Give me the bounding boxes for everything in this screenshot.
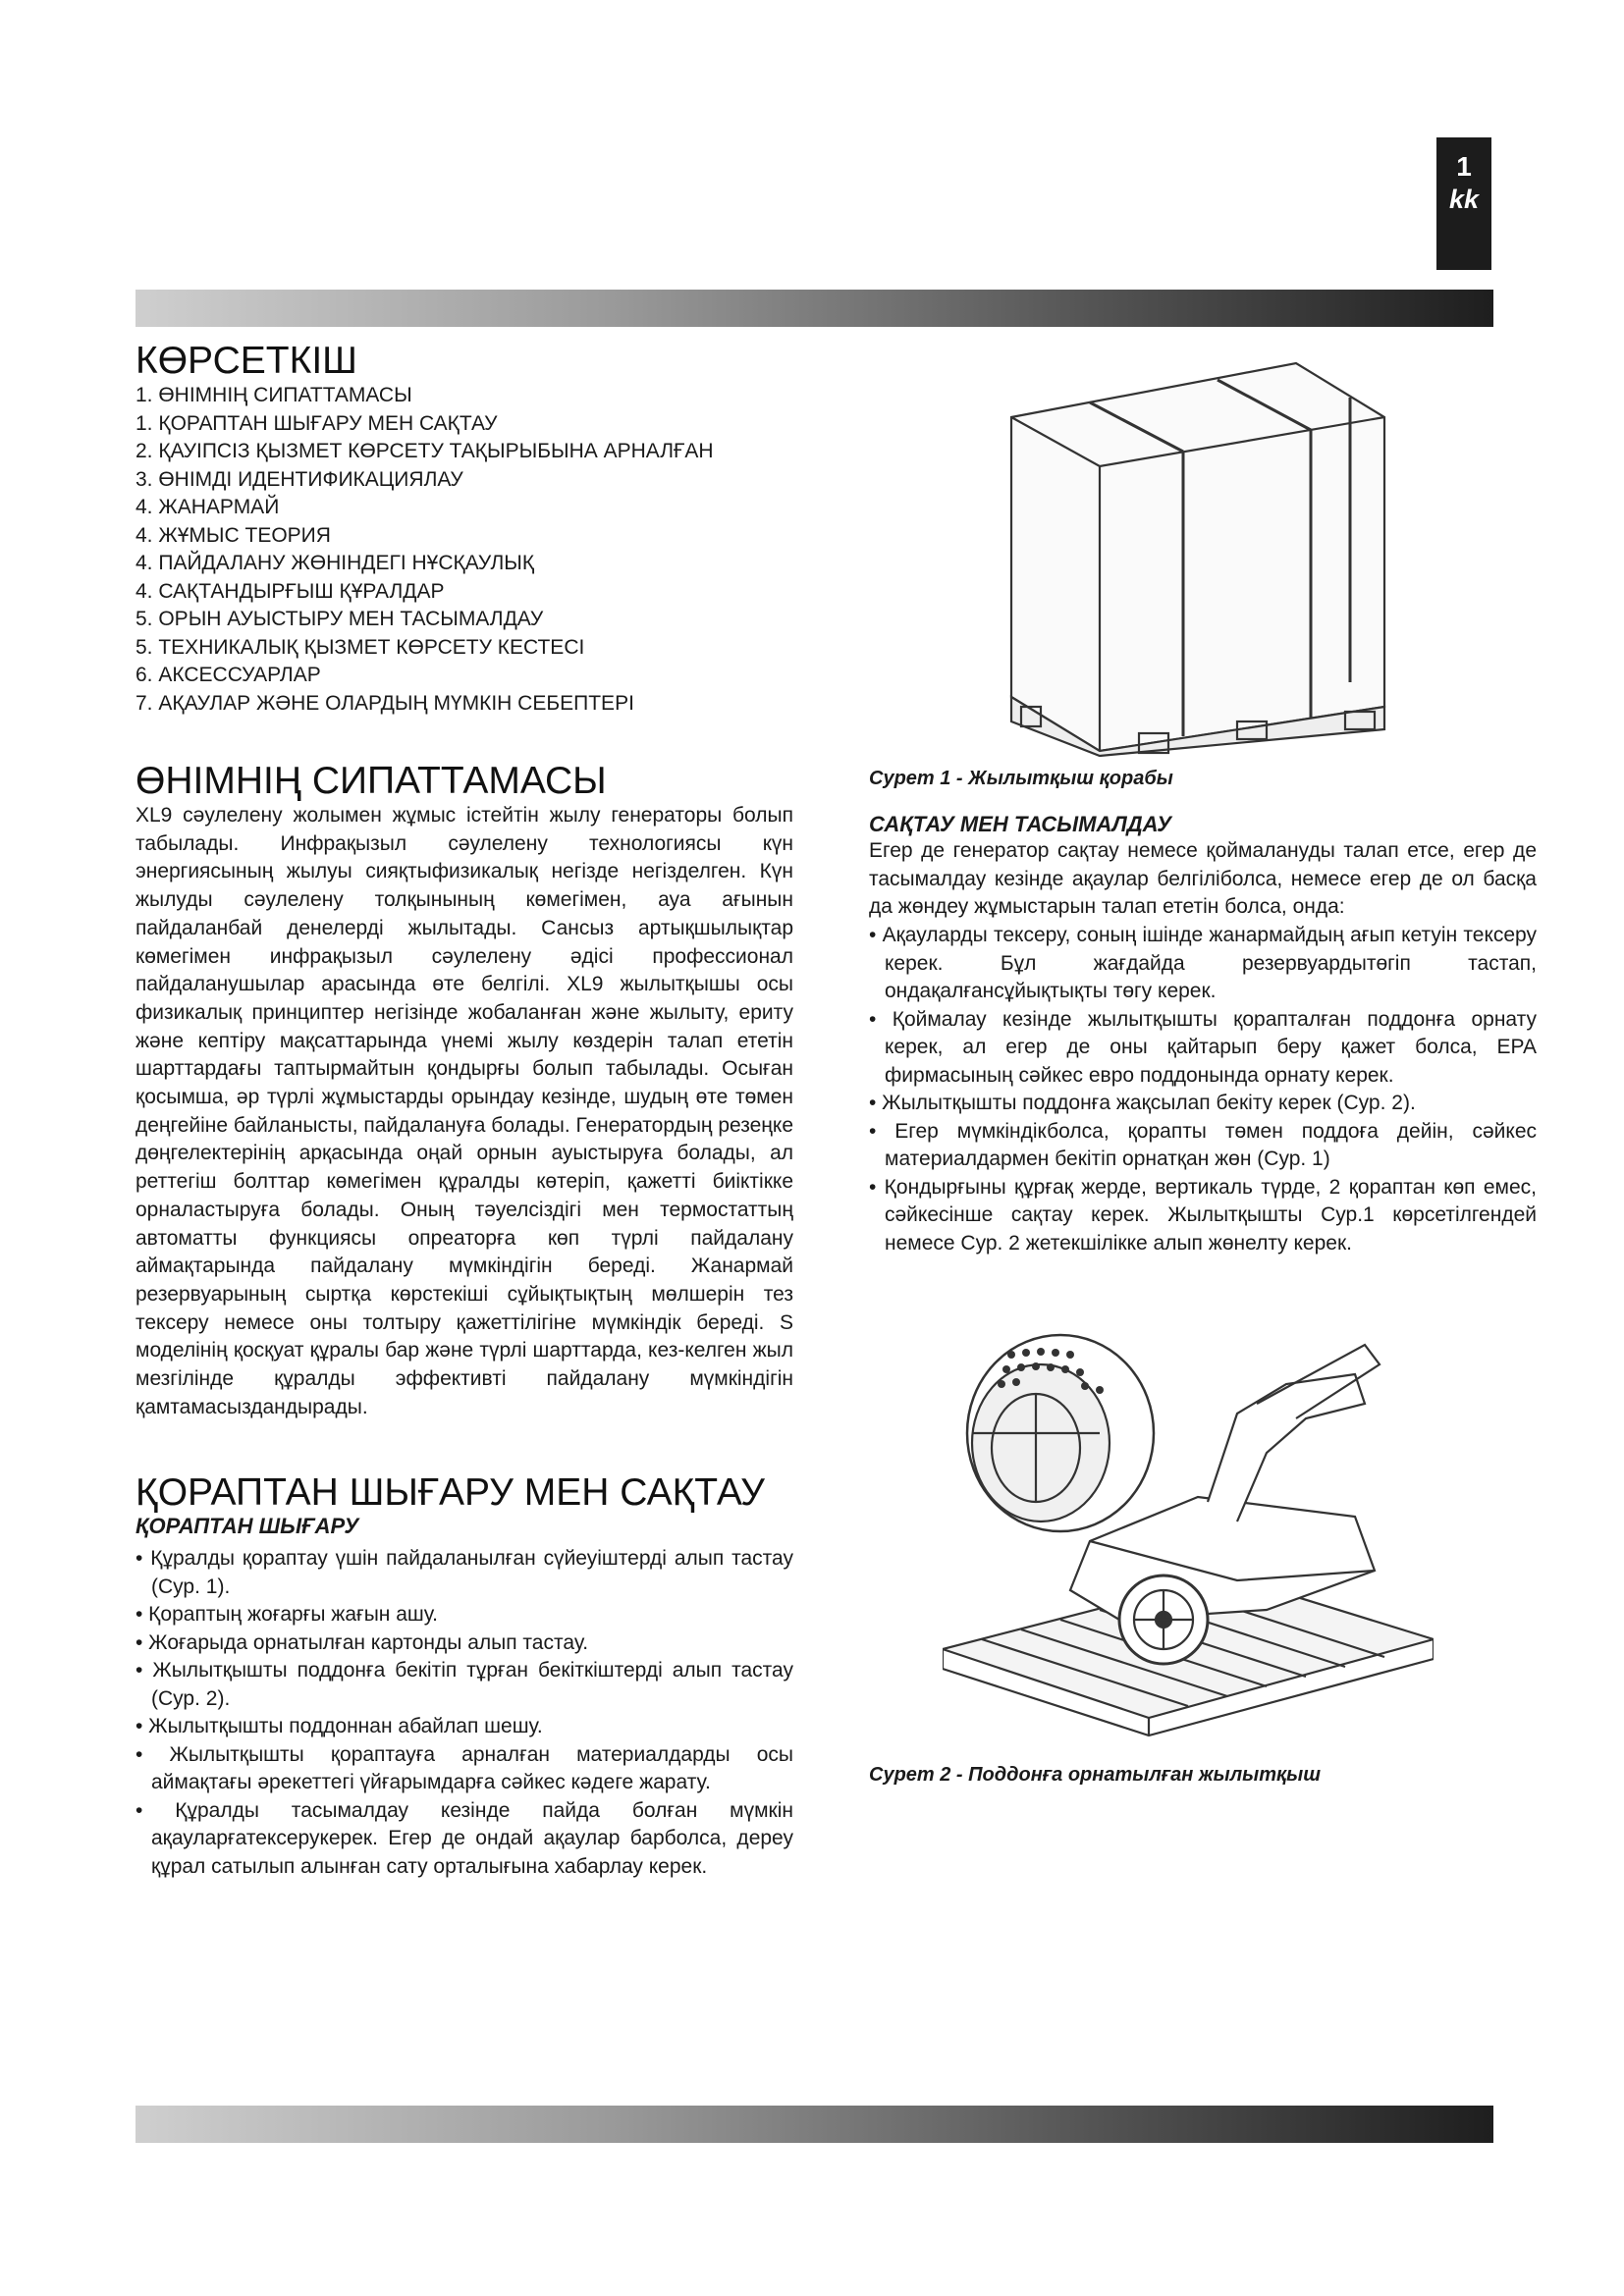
- toc-item: 6. АКСЕССУАРЛАР: [135, 664, 321, 686]
- unpacking-subtitle: ҚОРАПТАН ШЫҒАРУ: [135, 1514, 359, 1539]
- toc-item: 4. ЖАНАРМАЙ: [135, 496, 280, 518]
- list-item: • Жылытқышты поддонға бекітіп тұрған бекіткіштерді алып тастау (Сур. 2).: [135, 1659, 793, 1710]
- toc-item: 4. ПАЙДАЛАНУ ЖӨНІНДЕГІ НҰСҚАУЛЫҚ: [135, 552, 535, 574]
- toc-list: [135, 382, 793, 718]
- list-item: • Қораптың жоғарғы жағын ашу.: [135, 1603, 438, 1627]
- storage-list: [869, 922, 1537, 1257]
- right-column: [869, 768, 1537, 1257]
- toc-item: 4. САҚТАНДЫРҒЫШ ҚҰРАЛДАР: [135, 579, 445, 603]
- description-text: XL9 сәулелену жолымен жұмыс істейтін жылу генераторы болып табылады. Инфрақызыл сәулелену технологиясы күн энергиясының жылуы сияқтыфизикалық негізде негізделген. Күн жылуды сәулелену толқынының көмегімен, ауа ағынын пайдаланбай денелерді жылытады. Сансыз артықшылықтар көмегімен инфрақызыл сәулелену әдісі профессионал пайдаланушылар арасында өте белгілі. XL9 жылытқышы осы физикалық принциптер негізінде жобаланған және жылыту, ериту және кептіру мақсаттарында үнемі жылу көздерін талап ететін шарттардағы таптырмайтын қондырғы болып табылады. Осыған қосымша, әр түрлі жұмыстарды орындау кезінде, шудың өте төмен деңгейіне байланысты, пайдалануға болады. Генератордың резеңке дөңгелектерінің арқасында оңай орнын ауыстыруға болады, ал реттегіш болттар көмегімен құралды көтеріп, қажетті биіктікке орналастыруға болады. Оның тәуелсіздігі мен термостаттың автоматты функциясы опреаторға көп түрлі пайдалану аймақтарында пайдалану мүмкіндігін береді. Жанармай резервуарының сыртқа көрстекіші сұйықтықтың мөлшерін тез тексеру немесе оны толтыру қажеттілігіне мүмкіндік береді. S моделінің қосқуат құралы бар және түрлі шарттарда, кез-келген жыл мезгілінде құралды эффективті пайдалану мүмкіндігін қамтамасыздандырады.: [135, 804, 794, 1418]
- page-number: 1: [1456, 151, 1472, 182]
- list-item: • Жоғарыда орнатылған картонды алып тастау.: [135, 1630, 589, 1654]
- figure1-box-illustration: [992, 358, 1404, 761]
- figure1-caption: Сурет 1 - Жылытқыш қорабы: [869, 768, 1173, 789]
- toc-item: 7. АҚАУЛАР ЖӘНЕ ОЛАРДЫҢ МҮМКІН СЕБЕПТЕРІ: [135, 691, 634, 715]
- list-item: • Қондырғыны құрғақ жерде, вертикаль түрде, 2 қораптан көп емес, сәйкесінше сақтау керек. Жылытқышты Сур.1 көрсетілгендей немесе Сур. 2 жетекшілікке алып жөнелту керек.: [869, 1175, 1537, 1255]
- storage-intro: Егер де генератор сақтау немесе қоймалануды талап етсе, егер де тасымалдау кезінде ақаулар белгіліболса, немесе егер де ол басқа да жөндеу жұмыстарын талап ететін болса, онда:: [869, 839, 1537, 919]
- list-item: • Ақауларды тексеру, соның ішінде жанармайдың ағып кетуін тексеру керек. Бұл жағдайда резервуардытөгіп тастап, ондақалғансұйықтықты төгу керек.: [869, 924, 1537, 1003]
- footer-bar: [135, 2106, 1493, 2143]
- list-item: • Жылытқышты поддонға жақсылап бекіту керек (Сур. 2).: [869, 1092, 1416, 1115]
- language-code: kk: [1448, 185, 1480, 214]
- toc-item: 3. ӨНІМДІ ИДЕНТИФИКАЦИЯЛАУ: [135, 467, 463, 491]
- storage-subtitle: САҚТАУ МЕН ТАСЫМАЛДАУ: [869, 812, 1172, 836]
- page-tab: [1436, 137, 1491, 270]
- toc-title: КӨРСЕТКІШ: [135, 340, 357, 382]
- list-item: • Қоймалау кезінде жылытқышты қорапталған поддонға орнату керек, ал егер де оны қайтарып беру қажет болса, EPA фирмасының сәйкес евро поддонында орнату керек.: [869, 1007, 1537, 1087]
- description-title: ӨНІМНІҢ СИПАТТАМАСЫ: [135, 760, 607, 802]
- list-item: • Жылытқышты поддоннан абайлап шешу.: [135, 1715, 543, 1738]
- toc-item: 5. ОРЫН АУЫСТЫРУ МЕН ТАСЫМАЛДАУ: [135, 608, 544, 630]
- unpacking-list: [135, 1545, 793, 1881]
- toc-item: 5. ТЕХНИКАЛЫҚ ҚЫЗМЕТ КӨРСЕТУ КЕСТЕСІ: [135, 635, 585, 659]
- list-item: • Егер мүмкіндікболса, қорапты төмен поддоға дейін, сәйкес материалдармен бекітіп орнатқан жөн (Сур. 1): [869, 1119, 1537, 1171]
- list-item: • Құралды тасымалдау кезінде пайда болған мүмкін ақауларғатексерукерек. Егер де ондай ақаулар барболса, дереу құрал сатылып алынған сату орталығына хабарлау керек.: [135, 1798, 793, 1878]
- figure2-heater-illustration: [943, 1325, 1434, 1737]
- unpacking-title: ҚОРАПТАН ШЫҒАРУ МЕН САҚТАУ: [135, 1471, 765, 1515]
- toc-item: 1. ӨНІМНІҢ СИПАТТАМАСЫ: [135, 384, 412, 406]
- figure2-caption: Сурет 2 - Поддонға орнатылған жылытқыш: [869, 1764, 1322, 1786]
- toc-item: 2. ҚАУІПСІЗ ҚЫЗМЕТ КӨРСЕТУ ТАҚЫРЫБЫНА АРНАЛҒАН: [135, 440, 714, 462]
- left-column: [135, 341, 793, 1881]
- toc-item: 4. ЖҰМЫС ТЕОРИЯ: [135, 523, 331, 547]
- list-item: • Жылытқышты қораптауға арналған материалдарды осы аймақтағы әрекеттегі үйғарымдарға сәйкес кәдеге жарату.: [135, 1742, 793, 1794]
- list-item: • Құралды қораптау үшін пайдаланылған сүйеуіштерді алып тастау (Сур. 1).: [135, 1547, 793, 1598]
- toc-item: 1. ҚОРАПТАН ШЫҒАРУ МЕН САҚТАУ: [135, 411, 498, 435]
- header-bar: [135, 290, 1493, 327]
